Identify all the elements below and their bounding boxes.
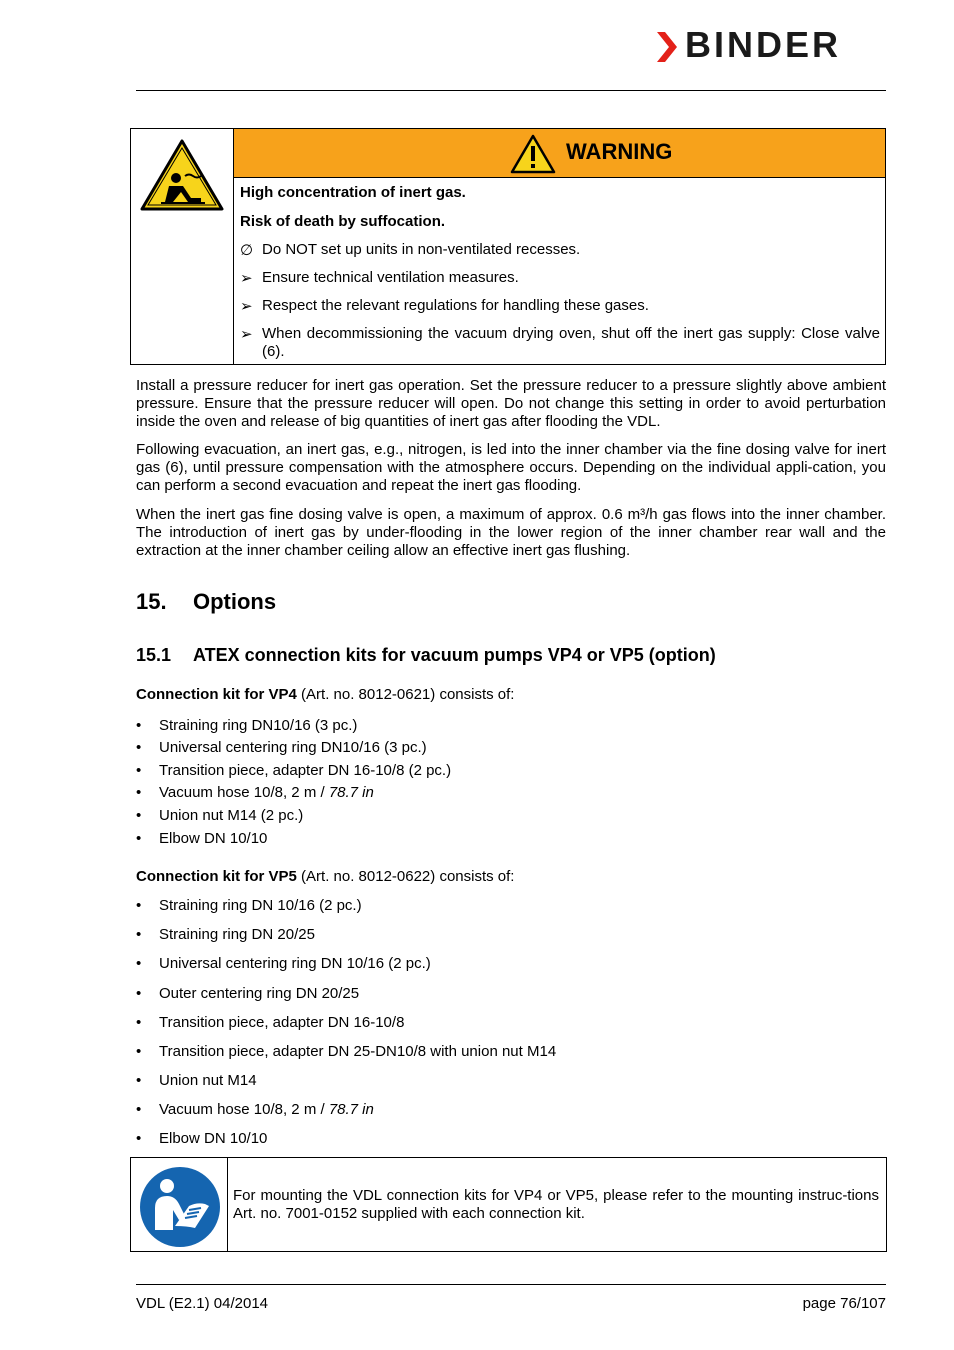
bullet-icon: • bbox=[136, 1072, 142, 1089]
binder-logo bbox=[655, 24, 887, 65]
warning-hazard: High concentration of inert gas. bbox=[240, 184, 466, 201]
warning-box bbox=[130, 128, 886, 365]
paragraph: Install a pressure reducer for inert gas operation. Set the pressure reducer to a pressure slightly above ambient pressure. Ensure that the pressure reducer will open. Do not change this setting in order to avoid perturbation inside the oven and release of big quantities of inert gas after flooding the VDL. bbox=[136, 377, 886, 430]
header-rule bbox=[136, 90, 886, 91]
kit-vp5-rest: (Art. no. 8012-0622) consists of: bbox=[296, 868, 515, 885]
bullet-icon: • bbox=[136, 926, 142, 943]
section-number: 15. bbox=[136, 589, 167, 614]
read-manual-icon bbox=[139, 1166, 221, 1248]
bullet-icon: • bbox=[136, 1130, 142, 1147]
subsection-heading bbox=[136, 645, 886, 666]
exclamation-triangle-icon bbox=[510, 134, 556, 174]
warning-icon-cell bbox=[131, 129, 234, 364]
warning-item: Do NOT set up units in non-ventilated recesses. bbox=[262, 241, 581, 258]
list-item-text: Union nut M14 bbox=[159, 1072, 257, 1089]
list-item-text: Universal centering ring DN10/16 (3 pc.) bbox=[159, 739, 427, 756]
paragraph: When the inert gas fine dosing valve is open, a maximum of approx. 0.6 m³/h gas flows into the inner chamber. The introduction of inert gas by under-flooding in the lower region of the inner chamber rear wall and the extraction at the inner chamber ceiling allow an effective inert gas flushing. bbox=[136, 506, 886, 559]
bullet-icon: • bbox=[136, 985, 142, 1002]
suffocation-hazard-icon bbox=[139, 138, 225, 212]
warning-title: WARNING bbox=[566, 139, 673, 164]
list-item-imperial: 78.7 in bbox=[328, 784, 374, 801]
info-icon-cell bbox=[131, 1158, 228, 1251]
arrow-bullet-icon: ➢ bbox=[240, 270, 253, 287]
list-item-text bbox=[159, 1101, 374, 1119]
list-item-text: Elbow DN 10/10 bbox=[159, 830, 268, 847]
brand-name: BINDER bbox=[685, 24, 842, 65]
list-item-text: Straining ring DN 20/25 bbox=[159, 926, 315, 943]
list-item-text: Universal centering ring DN 10/16 (2 pc.) bbox=[159, 955, 431, 972]
info-text: For mounting the VDL connection kits for VP4 or VP5, please refer to the mounting instruc-tions Art. no. 7001-0152 supplied with each connection kit. bbox=[233, 1187, 879, 1222]
bullet-icon: • bbox=[136, 762, 142, 779]
bullet-icon: • bbox=[136, 955, 142, 972]
binder-arrow-icon bbox=[655, 30, 679, 64]
prohibition-symbol: ∅ bbox=[240, 242, 254, 259]
footer-page-number: page 76/107 bbox=[802, 1295, 886, 1312]
section-title: Options bbox=[193, 589, 277, 614]
warning-header bbox=[234, 129, 885, 178]
bullet-icon: • bbox=[136, 1043, 142, 1060]
bullet-icon: • bbox=[136, 807, 142, 824]
list-item-text: Straining ring DN 10/16 (2 pc.) bbox=[159, 897, 362, 914]
subsection-title: ATEX connection kits for vacuum pumps VP4 or VP5 (option) bbox=[193, 645, 716, 665]
subsection-number: 15.1 bbox=[136, 645, 172, 665]
paragraph: Following evacuation, an inert gas, e.g., nitrogen, is led into the inner chamber via the fine dosing valve for inert gas (6), until pressure compensation with the atmosphere occurs. Depending on the individual appli-cation, you can perform a second evacuation and repeat the inert gas flooding. bbox=[136, 441, 886, 494]
bullet-icon: • bbox=[136, 830, 142, 847]
bullet-icon: • bbox=[136, 784, 142, 801]
bullet-icon: • bbox=[136, 1014, 142, 1031]
bullet-icon: • bbox=[136, 739, 142, 756]
bullet-icon: • bbox=[136, 1101, 142, 1118]
list-item-text bbox=[159, 784, 374, 802]
kit-vp4-rest: (Art. no. 8012-0621) consists of: bbox=[296, 686, 515, 703]
list-item-text: Transition piece, adapter DN 25-DN10/8 with union nut M14 bbox=[159, 1043, 557, 1060]
kit-vp4-intro bbox=[136, 686, 514, 703]
bullet-icon: • bbox=[136, 897, 142, 914]
list-item-imperial: 78.7 in bbox=[328, 1101, 374, 1118]
warning-item: Respect the relevant regulations for handling these gases. bbox=[262, 297, 649, 314]
info-box bbox=[130, 1157, 887, 1252]
arrow-bullet-icon: ➢ bbox=[240, 326, 253, 343]
footer-doc-id: VDL (E2.1) 04/2014 bbox=[136, 1295, 269, 1312]
warning-item: Ensure technical ventilation measures. bbox=[262, 269, 519, 286]
warning-consequence: Risk of death by suffocation. bbox=[240, 213, 446, 230]
kit-vp4-label: Connection kit for VP4 bbox=[136, 686, 297, 703]
footer-rule bbox=[136, 1284, 886, 1285]
kit-vp5-label: Connection kit for VP5 bbox=[136, 868, 297, 885]
warning-item: When decommissioning the vacuum drying oven, shut off the inert gas supply: Close valve (6). bbox=[262, 325, 880, 360]
list-item-text: Transition piece, adapter DN 16-10/8 (2 pc.) bbox=[159, 762, 452, 779]
arrow-bullet-icon: ➢ bbox=[240, 298, 253, 315]
bullet-icon: • bbox=[136, 717, 142, 734]
list-item-text: Straining ring DN10/16 (3 pc.) bbox=[159, 717, 358, 734]
list-item-text: Union nut M14 (2 pc.) bbox=[159, 807, 304, 824]
kit-vp5-intro bbox=[136, 868, 514, 885]
list-item-text: Transition piece, adapter DN 16-10/8 bbox=[159, 1014, 405, 1031]
list-item-main: Vacuum hose 10/8, 2 m / bbox=[159, 784, 329, 801]
list-item-main: Vacuum hose 10/8, 2 m / bbox=[159, 1101, 329, 1118]
list-item-text: Elbow DN 10/10 bbox=[159, 1130, 268, 1147]
section-heading bbox=[136, 589, 277, 615]
list-item-text: Outer centering ring DN 20/25 bbox=[159, 985, 360, 1002]
